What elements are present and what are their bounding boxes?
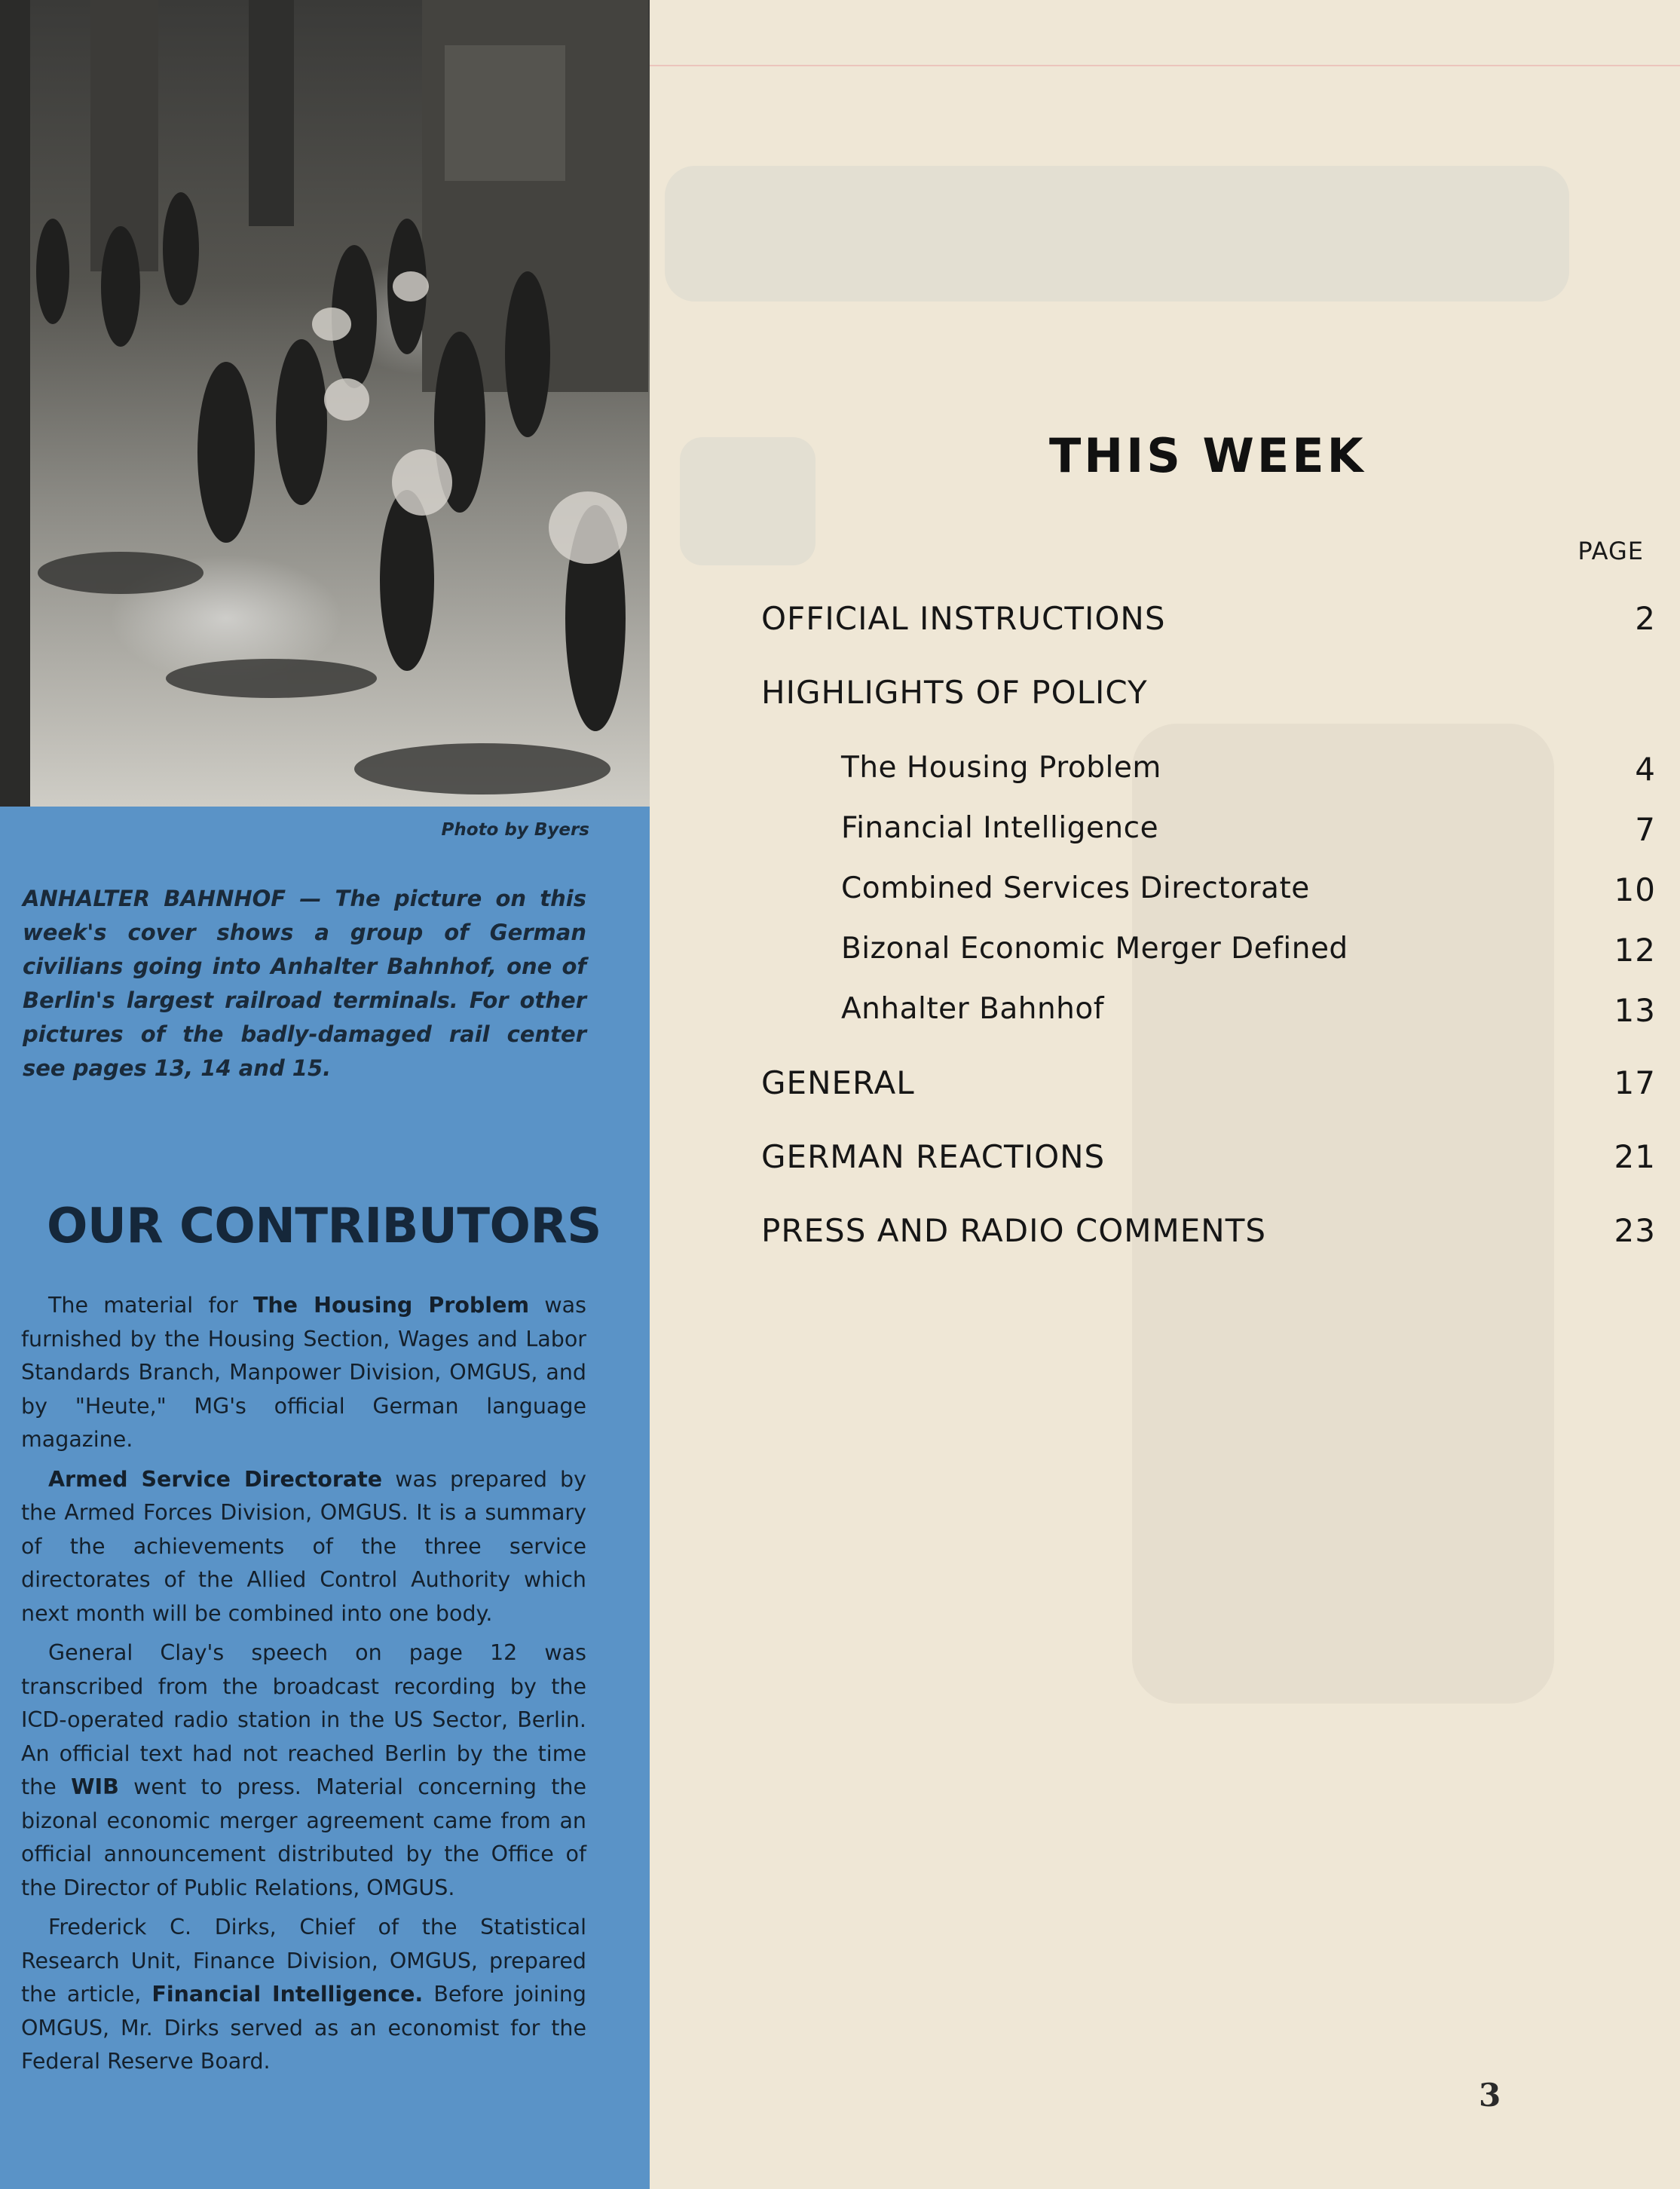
toc-item-housing-problem[interactable]: The Housing Problem 4 [841,751,1656,788]
photo-illustration [0,0,650,807]
toc-item-financial-intelligence[interactable]: Financial Intelligence 7 [841,811,1656,848]
toc-item-press-and-radio-comments[interactable]: PRESS AND RADIO COMMENTS 23 [761,1212,1656,1249]
page-number: 3 [1479,2077,1501,2114]
toc-item-german-reactions[interactable]: GERMAN REACTIONS 21 [761,1138,1656,1175]
page-column-label: PAGE [1577,537,1644,565]
contributors-paragraph: The material for The Housing Problem was furnished by the Housing Section, Wages and Labor Standards Branch, Manpower Division, OMGUS, and by "Heute," MG's official German language magazine. [21,1293,586,1452]
cover-caption: ANHALTER BAHNHOF — The picture on this week's cover shows a group of German civilians going into Anhalter Bahnhof, one of Berlin's largest railroad terminals. For other pictures of the badly-damaged rail center see pages 13, 14 and 15. [23,886,586,1081]
contributors-heading: OUR CONTRIBUTORS [47,1199,601,1254]
table-of-contents [650,0,1680,2189]
railway-station-crowd-photo [0,0,650,807]
contributors-panel [0,807,650,2189]
toc-item-bizonal-economic-merger[interactable]: Bizonal Economic Merger Defined 12 [841,932,1656,969]
toc-item-official-instructions[interactable]: OFFICIAL INSTRUCTIONS 2 [761,600,1656,637]
toc-item-general[interactable]: GENERAL 17 [761,1064,1656,1101]
toc-title: THIS WEEK [1049,428,1366,483]
contributors-paragraph: Frederick C. Dirks, Chief of the Statistical Research Unit, Finance Division, OMGUS, prepared the article, Financial Intelligence. Before joining OMGUS, Mr. Dirks served as an economist for the Federal Reserve Board. [21,1915,586,2074]
contributors-paragraph: Armed Service Directorate was prepared by the Armed Forces Division, OMGUS. It is a summary of the achievements of the three service directorates of the Allied Control Authority which next month will be combined into one body. [21,1466,586,1626]
contributors-paragraph: General Clay's speech on page 12 was transcribed from the broadcast recording by the ICD-operated radio station in the US Sector, Berlin. An official text had not reached Berlin by the time the WIB went to press. Material concerning the bizonal economic merger agreement came from an official announcement distributed by the Office of the Director of Public Relations, OMGUS. [21,1640,586,1900]
toc-item-anhalter-bahnhof[interactable]: Anhalter Bahnhof 13 [841,992,1656,1029]
photo-credit: Photo by Byers [441,820,589,840]
contributors-text [21,1289,586,2085]
toc-item-highlights-of-policy[interactable]: HIGHLIGHTS OF POLICY [761,674,1148,711]
toc-item-combined-services-directorate[interactable]: Combined Services Directorate 10 [841,871,1656,908]
